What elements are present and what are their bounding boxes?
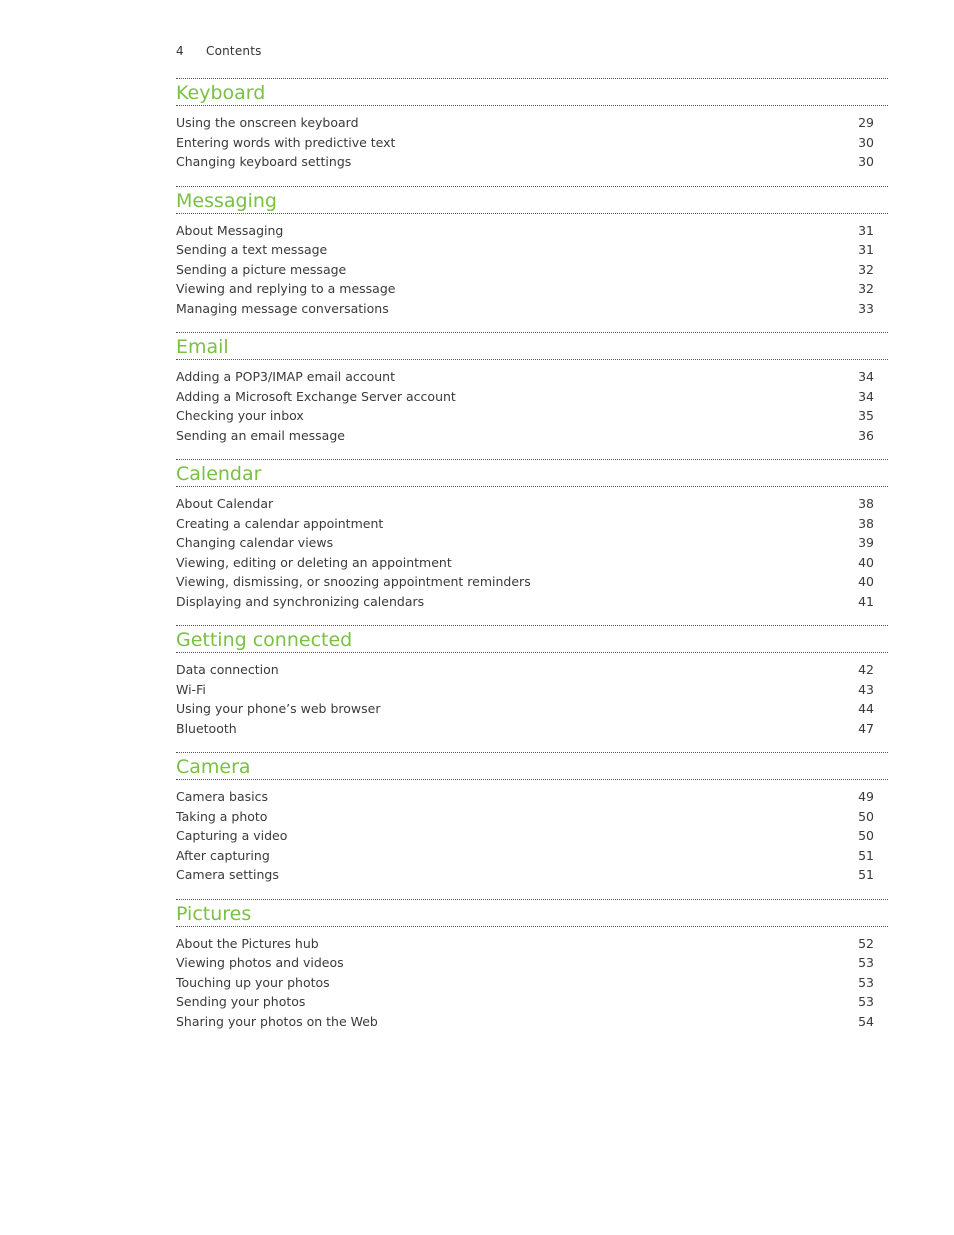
toc-entry-page-number: 44 xyxy=(858,701,874,716)
toc-entry-title: Viewing photos and videos xyxy=(176,955,344,970)
toc-entry[interactable] xyxy=(176,426,888,446)
toc-entry-title: Managing message conversations xyxy=(176,300,389,316)
toc-entry-title: Data connection xyxy=(176,662,279,677)
toc-entry-page-number: 53 xyxy=(858,955,874,970)
section-title[interactable]: Keyboard xyxy=(176,78,888,106)
toc-entry-title: Sending your photos xyxy=(176,994,306,1009)
toc-entry-page-number: 35 xyxy=(858,408,874,423)
toc-entry-title: Entering words with predictive text xyxy=(176,134,396,150)
toc-entry[interactable] xyxy=(176,406,888,426)
toc-entry-title: About Messaging xyxy=(176,222,284,238)
toc-entry[interactable] xyxy=(176,846,888,866)
toc-entry[interactable] xyxy=(176,221,888,241)
toc-entry-page-number: 31 xyxy=(858,222,874,238)
section-title[interactable]: Messaging xyxy=(176,186,888,214)
toc-entry[interactable] xyxy=(176,572,888,592)
toc-entry[interactable] xyxy=(176,279,888,299)
toc-entry-page-number: 32 xyxy=(858,261,874,277)
toc-entry[interactable] xyxy=(176,807,888,827)
toc-entry-page-number: 40 xyxy=(858,574,874,589)
toc-entry-title: After capturing xyxy=(176,847,270,863)
toc-entry-page-number: 39 xyxy=(858,535,874,550)
toc-entry[interactable] xyxy=(176,680,888,700)
toc-entry-title: Viewing and replying to a message xyxy=(176,281,396,296)
toc-entry-title: Sending a text message xyxy=(176,242,328,257)
toc-section xyxy=(176,625,888,738)
toc-entry-title: Camera settings xyxy=(176,867,279,882)
table-of-contents xyxy=(176,78,888,1045)
toc-entry-title: Using your phone’s web browser xyxy=(176,701,381,716)
toc-entry[interactable] xyxy=(176,1012,888,1032)
toc-entry-title: About the Pictures hub xyxy=(176,935,319,951)
toc-entry-title: Checking your inbox xyxy=(176,408,304,423)
toc-entry-page-number: 42 xyxy=(858,662,874,677)
toc-entry[interactable] xyxy=(176,592,888,612)
toc-entry-page-number: 41 xyxy=(858,593,874,609)
toc-entry-page-number: 50 xyxy=(858,808,874,824)
toc-entry-title: Touching up your photos xyxy=(176,974,330,990)
toc-entry-title: Viewing, editing or deleting an appointment xyxy=(176,554,452,570)
toc-entry[interactable] xyxy=(176,719,888,739)
section-title[interactable]: Camera xyxy=(176,752,888,780)
page-header-title: Contents xyxy=(206,44,262,58)
toc-entry-page-number: 54 xyxy=(858,1013,874,1029)
toc-entry-title: Bluetooth xyxy=(176,720,237,736)
toc-entry-page-number: 53 xyxy=(858,994,874,1009)
toc-section xyxy=(176,752,888,885)
page-number: 4 xyxy=(176,44,184,58)
toc-entry-page-number: 40 xyxy=(858,554,874,570)
toc-entry-title: Creating a calendar appointment xyxy=(176,515,384,531)
toc-entry-page-number: 49 xyxy=(858,789,874,804)
toc-entry[interactable] xyxy=(176,660,888,680)
toc-entry[interactable] xyxy=(176,299,888,319)
toc-entry-title: Sending a picture message xyxy=(176,261,347,277)
toc-entry-page-number: 32 xyxy=(858,281,874,296)
toc-entry[interactable] xyxy=(176,514,888,534)
toc-entry-title: Using the onscreen keyboard xyxy=(176,115,359,130)
toc-entry-page-number: 51 xyxy=(858,847,874,863)
section-title[interactable]: Getting connected xyxy=(176,625,888,653)
section-title[interactable]: Pictures xyxy=(176,899,888,927)
toc-entry-page-number: 30 xyxy=(858,154,874,169)
toc-entry-page-number: 34 xyxy=(858,369,874,384)
section-title[interactable]: Email xyxy=(176,332,888,360)
toc-entry[interactable] xyxy=(176,953,888,973)
toc-entry-title: Wi-Fi xyxy=(176,681,206,697)
toc-section xyxy=(176,78,888,172)
toc-entry[interactable] xyxy=(176,152,888,172)
toc-entry[interactable] xyxy=(176,113,888,133)
toc-entry-page-number: 31 xyxy=(858,242,874,257)
toc-entry-title: Adding a Microsoft Exchange Server account xyxy=(176,388,456,404)
toc-entry[interactable] xyxy=(176,992,888,1012)
toc-entry-page-number: 36 xyxy=(858,427,874,443)
toc-entry[interactable] xyxy=(176,865,888,885)
toc-entry-page-number: 51 xyxy=(858,867,874,882)
toc-entry-title: Capturing a video xyxy=(176,828,288,843)
toc-entry-page-number: 43 xyxy=(858,681,874,697)
toc-entry-page-number: 52 xyxy=(858,935,874,951)
toc-entry[interactable] xyxy=(176,787,888,807)
toc-entry-page-number: 33 xyxy=(858,300,874,316)
toc-entry[interactable] xyxy=(176,934,888,954)
toc-entry-page-number: 34 xyxy=(858,388,874,404)
toc-section xyxy=(176,459,888,611)
section-title[interactable]: Calendar xyxy=(176,459,888,487)
toc-entry-title: Changing keyboard settings xyxy=(176,154,352,169)
toc-entry-title: Sending an email message xyxy=(176,427,345,443)
toc-section xyxy=(176,899,888,1032)
toc-entry-title: Displaying and synchronizing calendars xyxy=(176,593,425,609)
toc-entry-page-number: 30 xyxy=(858,134,874,150)
toc-entry-page-number: 38 xyxy=(858,515,874,531)
toc-entry[interactable] xyxy=(176,240,888,260)
toc-entry-page-number: 38 xyxy=(858,496,874,511)
toc-entry-page-number: 47 xyxy=(858,720,874,736)
toc-entry-page-number: 53 xyxy=(858,974,874,990)
toc-entry[interactable] xyxy=(176,494,888,514)
toc-entry[interactable] xyxy=(176,973,888,993)
toc-section xyxy=(176,332,888,445)
toc-entry-page-number: 29 xyxy=(858,115,874,130)
toc-entry[interactable] xyxy=(176,533,888,553)
toc-entry[interactable] xyxy=(176,260,888,280)
toc-entry[interactable] xyxy=(176,553,888,573)
toc-entry-title: About Calendar xyxy=(176,496,274,511)
toc-entry-title: Viewing, dismissing, or snoozing appointment reminders xyxy=(176,574,531,589)
toc-entry-title: Changing calendar views xyxy=(176,535,334,550)
toc-entry[interactable] xyxy=(176,699,888,719)
toc-entry-title: Adding a POP3/IMAP email account xyxy=(176,369,395,384)
toc-entry-title: Taking a photo xyxy=(176,808,268,824)
toc-entry[interactable] xyxy=(176,367,888,387)
toc-entry-title: Sharing your photos on the Web xyxy=(176,1013,378,1029)
toc-entry-page-number: 50 xyxy=(858,828,874,843)
toc-entry[interactable] xyxy=(176,133,888,153)
toc-entry-title: Camera basics xyxy=(176,789,268,804)
page-header xyxy=(176,44,262,58)
toc-section xyxy=(176,186,888,319)
toc-entry[interactable] xyxy=(176,826,888,846)
toc-entry[interactable] xyxy=(176,387,888,407)
